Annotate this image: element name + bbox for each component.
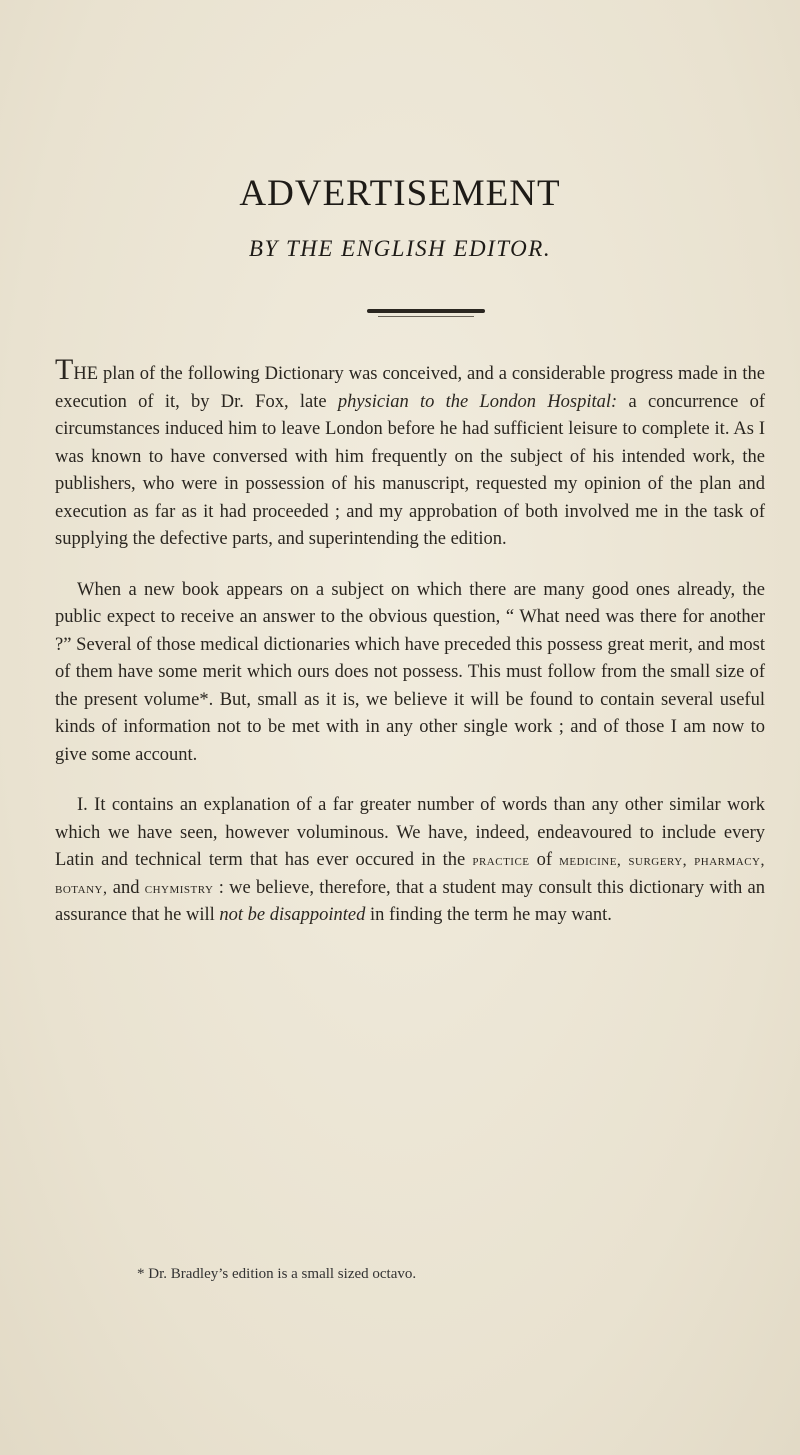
page-title: ADVERTISEMENT [239, 173, 561, 214]
paragraph-2: When a new book appears on a subject on which there are many good ones already, the public expect to receive an answer to the obvious question, “ What need was there for another ?” Several of those medical dictionaries which have preceded this possess great merit, and most of them have some merit which ours does not possess. This must follow from the small size of the present volume*. But, small as it is, we believe it will be found to contain several useful kinds of information not to be met with in any other single work ; and of those I am now to give some account. [55, 579, 765, 765]
drop-cap: T [55, 353, 74, 386]
body-text [55, 355, 765, 953]
ornamental-rule-thin [378, 316, 474, 317]
footnote: * Dr. Bradley’s edition is a small sized octavo. [137, 1266, 417, 1282]
page-subtitle: BY THE ENGLISH EDITOR. [248, 236, 552, 261]
paragraph-3: I. It contains an explanation of a far greater number of words than any other similar work which we have seen, however voluminous. We have, indeed, endeavoured to include every Latin and technical term that has ever occured in the practice of medicine, surgery, pharmacy, botany, and chymistry : we believe, therefore, that a student may consult this dictionary with an assurance that he will not be disappointed in finding the term he may want. [55, 795, 765, 925]
paragraph-1: THE plan of the following Dictionary was conceived, and a considerable progress made in the execution of it, by Dr. Fox, late physician to the London Hospital: a concurrence of circumstances induced him to leave London before he had sufficient leisure to complete it. As I was known to have conversed with him frequently on the subject of his intended work, the publishers, who were in possession of his manuscript, requested my opinion of the plan and execution as far as it had proceeded ; and my approbation of both involved me in the task of supplying the defective parts, and superintending the edition. [55, 353, 765, 549]
ornamental-rule [367, 309, 485, 313]
